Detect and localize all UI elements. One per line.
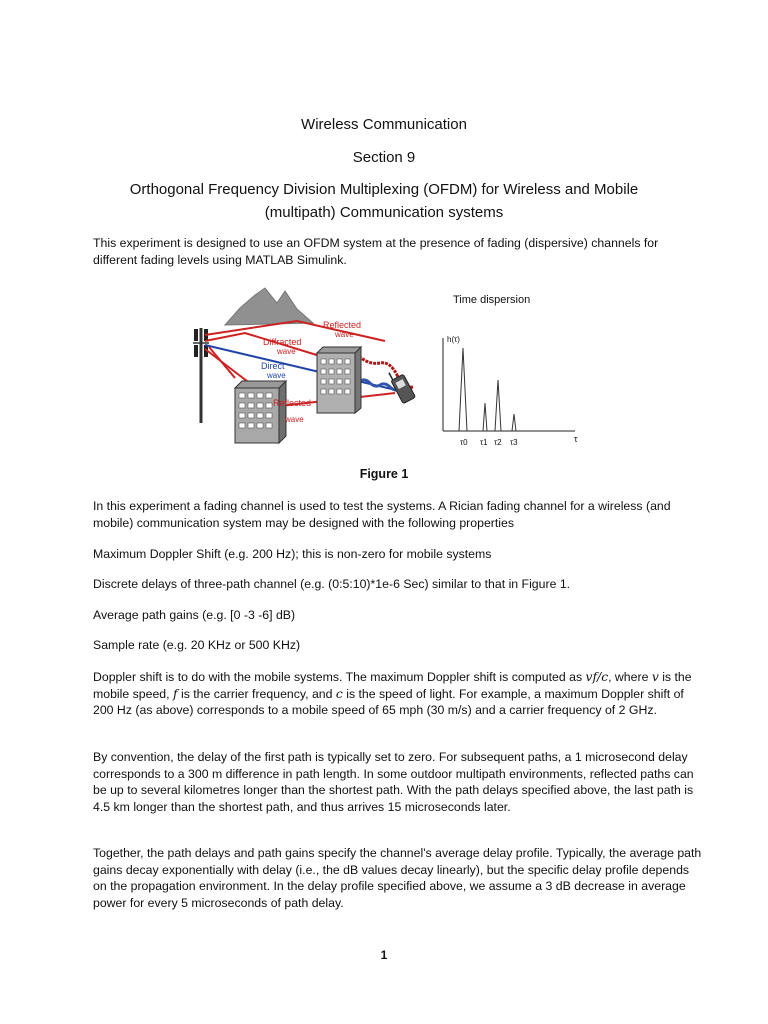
h-axis-label: h(τ) bbox=[447, 335, 460, 344]
multipath-figure bbox=[185, 283, 605, 458]
figure-caption: Figure 1 bbox=[359, 467, 409, 481]
tau0-label: τ0 bbox=[460, 438, 468, 447]
property-delays: Discrete delays of three-path channel (e.g. (0:5:10)*1e-6 Sec) similar to that in Figure 1. bbox=[93, 577, 571, 591]
doc-title-line2: (multipath) Communication systems bbox=[264, 204, 504, 221]
section-title: Section 9 bbox=[352, 149, 416, 166]
label-reflected-top: Reflected bbox=[323, 320, 362, 330]
label-diffracted: Diffracted bbox=[263, 337, 302, 347]
paragraph-fading-channel: In this experiment a fading channel is used to test the systems. A Rician fading channel for a wireless (and mobile) communication system may be designed with the following properties bbox=[93, 499, 671, 530]
impulse-tau1 bbox=[483, 403, 487, 431]
doc-title-line1: Orthogonal Frequency Division Multiplexing (OFDM) for Wireless and Mobile bbox=[129, 181, 639, 198]
building-front-icon bbox=[235, 381, 286, 443]
time-dispersion-title: Time dispersion bbox=[453, 294, 531, 306]
impulse-tau0 bbox=[459, 348, 467, 431]
paragraph-path-delay: By convention, the delay of the first path is typically set to zero. For subsequent paths, a 1 microsecond delay corresponds to a 300 m difference in path length. In some outdoor multipath environments, reflected paths can be up to several kilometres longer than the shortest path. With the path delays specified above, the last path is 4.5 km longer than the shortest path, and thus arrives 15 microseconds later. bbox=[93, 750, 694, 814]
mountain-shape bbox=[225, 288, 313, 325]
label-wave-direct: wave bbox=[267, 371, 286, 380]
property-sample-rate: Sample rate (e.g. 20 KHz or 500 KHz) bbox=[93, 638, 301, 652]
intro-paragraph: This experiment is designed to use an OFDM system at the presence of fading (dispersive) channels for different fading levels using MATLAB Simulink. bbox=[93, 236, 659, 267]
tau2-label: τ2 bbox=[494, 438, 502, 447]
page-number: 1 bbox=[380, 948, 388, 962]
impulse-tau2 bbox=[495, 380, 501, 431]
doppler-text-e: is the speed of light. For example, a maximum Doppler shift of 200 Hz (as above) corresponds to a mobile speed of 65 mph (30 m/s) and a carrier frequency of 2 GHz. bbox=[93, 686, 684, 717]
label-reflected-bottom: Reflected bbox=[273, 398, 312, 408]
label-wave-diffracted: wave bbox=[277, 347, 296, 356]
property-doppler: Maximum Doppler Shift (e.g. 200 Hz); this is non-zero for mobile systems bbox=[93, 547, 492, 561]
doppler-text-c: is the mobile speed, bbox=[93, 670, 692, 701]
symbol-v: v bbox=[651, 670, 659, 684]
label-direct: Direct bbox=[261, 361, 285, 371]
tau1-label: τ1 bbox=[480, 438, 488, 447]
mobile-phone-icon bbox=[387, 367, 415, 404]
property-gains: Average path gains (e.g. [0 -3 -6] dB) bbox=[93, 608, 296, 622]
symbol-f: f bbox=[172, 686, 178, 701]
t-axis-label: τ bbox=[574, 434, 578, 444]
paragraph-delay-profile: Together, the path delays and path gains specify the channel's average delay profile. Typically, the average path gains decay exponentially with delay (i.e., the dB values decay linearly), but the specific delay profile depends on the propagation environment. In the delay profile specified above, we assume a 3 dB decrease in average power for every 5 microseconds of path delay. bbox=[93, 846, 702, 910]
formula-vf-over-c: vf/c bbox=[585, 670, 609, 684]
paragraph-doppler bbox=[93, 669, 705, 719]
tau3-label: τ3 bbox=[510, 438, 518, 447]
impulse-tau3 bbox=[512, 414, 516, 431]
doppler-text-b: , where bbox=[608, 670, 649, 684]
doppler-text-d: is the carrier frequency, and bbox=[180, 686, 333, 701]
building-back-icon bbox=[317, 347, 361, 413]
antenna-tower-icon bbox=[193, 328, 209, 423]
symbol-c: c bbox=[335, 686, 343, 701]
label-wave-bottom: wave bbox=[285, 415, 304, 424]
course-title: Wireless Communication bbox=[301, 116, 467, 133]
label-wave-top: wave bbox=[335, 330, 354, 339]
doppler-text-a: Doppler shift is to do with the mobile systems. The maximum Doppler shift is computed as bbox=[93, 670, 583, 684]
